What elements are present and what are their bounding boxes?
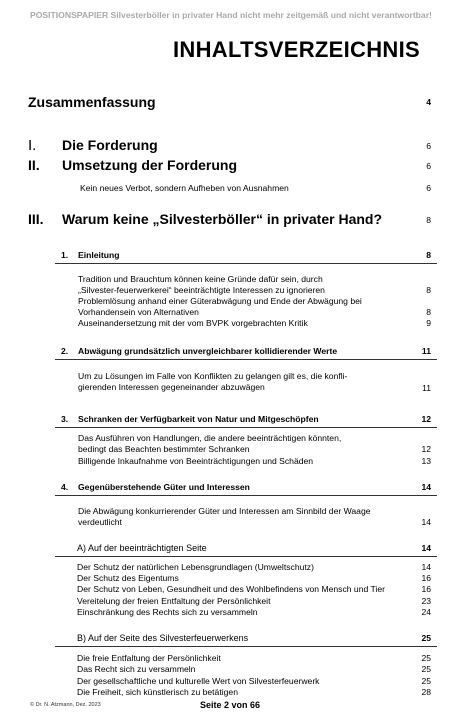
toc-entry[interactable] (78, 318, 398, 329)
toc-entry-page: 8 (426, 307, 431, 317)
toc-sec2-page: 6 (426, 161, 431, 171)
toc-entry-page: 14 (421, 562, 431, 572)
toc-sec3-label[interactable]: Warum keine „Silvesterböller“ in privater Hand? (62, 211, 383, 227)
footer-copyright: © Dr. N. Atzmann, Dez. 2023 (30, 702, 101, 708)
toc-sec2-item-page: 6 (426, 183, 431, 193)
toc-entry[interactable] (78, 456, 398, 467)
toc-s3-label[interactable]: Schranken der Verfügbarkeit von Natur und Mitgeschöpfen (78, 414, 319, 424)
page-header: POSITIONSPAPIER Silvesterböller in privater Hand nicht mehr zeitgemäß und nicht verantwortbar! (30, 10, 432, 20)
toc-entry-page: 28 (421, 687, 431, 697)
toc-entry[interactable]: Das Recht sich zu versammeln (77, 664, 196, 674)
toc-entry-page: 14 (421, 517, 431, 527)
toc-entry-page: 24 (421, 607, 431, 617)
toc-sec3-numeral: III. (28, 211, 44, 227)
toc-s4-number: 4. (61, 482, 69, 492)
toc-sec1-label[interactable]: Die Forderung (62, 137, 158, 153)
toc-entry[interactable]: Der gesellschaftliche und kulturelle Wert von Silvesterfeuerwerk (77, 676, 320, 686)
section-divider (55, 263, 437, 264)
toc-entry[interactable]: Die freie Entfaltung der Persönlichkeit (77, 653, 221, 663)
toc-sec2-item-label[interactable]: Kein neues Verbot, sondern Aufheben von Ausnahmen (80, 183, 289, 193)
toc-entry[interactable] (78, 274, 398, 296)
toc-entry[interactable]: Der Schutz des Eigentums (77, 573, 179, 583)
toc-entry[interactable]: Die Freiheit, sich künstlerisch zu betätigen (77, 687, 238, 697)
footer-page-number: Seite 2 von 66 (200, 700, 261, 710)
toc-sec1-numeral: I. (28, 137, 37, 154)
toc-entry-line: Problemlösung anhand einer Güterabwägung und Ende der Abwägung bei (78, 296, 362, 306)
toc-entry-line: verdeutlicht (78, 517, 122, 527)
toc-entry-page: 16 (421, 573, 431, 583)
toc-entry-line: Das Ausführen von Handlungen, die andere beeinträchtigen könnten, (78, 433, 342, 443)
toc-entry-line: Auseinandersetzung mit der vom BVPK vorgebrachten Kritik (78, 318, 308, 328)
toc-part-a-label[interactable]: A) Auf der beeinträchtigten Seite (77, 543, 207, 553)
toc-entry[interactable] (78, 371, 398, 393)
toc-s1-label[interactable]: Einleitung (78, 250, 120, 260)
toc-entry-page: 25 (421, 664, 431, 674)
toc-entry-page: 13 (421, 456, 431, 466)
toc-entry-line: gierenden Interessen gegeneinander abzuwägen (78, 382, 265, 392)
toc-sec2-label[interactable]: Umsetzung der Forderung (62, 157, 238, 173)
toc-entry-page: 11 (422, 383, 431, 393)
toc-part-a-page: 14 (421, 543, 431, 553)
section-divider (55, 495, 437, 496)
toc-entry-page: 9 (426, 318, 431, 328)
toc-sec1-page: 6 (426, 141, 431, 151)
toc-sec3-page: 8 (426, 215, 431, 225)
toc-entry-line: Um zu Lösungen im Falle von Konflikten zu gelangen gilt es, die konfli- (78, 371, 348, 381)
toc-entry-page: 25 (421, 676, 431, 686)
toc-s2-label[interactable]: Abwägung grundsätzlich unvergleichbarer kollidierender Werte (78, 346, 338, 356)
toc-entry-page: 25 (421, 653, 431, 663)
toc-part-b-label[interactable]: B) Auf der Seite des Silvesterfeuerwerkens (77, 633, 249, 643)
toc-entry-line: Billigende Inkaufnahme von Beeinträchtigungen und Schäden (78, 456, 314, 466)
toc-entry[interactable]: Der Schutz von Leben, Gesundheit und des Wohlbefindens von Mensch und Tier (77, 584, 385, 594)
toc-s2-number: 2. (61, 346, 69, 356)
page-title: INHALTSVERZEICHNIS (172, 37, 420, 62)
toc-zusammenfassung-label[interactable]: Zusammenfassung (28, 94, 156, 110)
toc-entry-line: „Silvester-feuerwerkerei“ beeinträchtigte Interessen zu ignorieren (78, 285, 325, 295)
section-divider (55, 427, 437, 428)
toc-s3-number: 3. (61, 414, 69, 424)
toc-zusammenfassung-page: 4 (426, 97, 431, 107)
toc-s4-label[interactable]: Gegenüberstehende Güter und Interessen (78, 482, 250, 492)
toc-s3-page: 12 (421, 414, 431, 424)
toc-entry[interactable] (78, 296, 398, 318)
toc-s4-page: 14 (421, 482, 431, 492)
toc-part-b-page: 25 (421, 633, 431, 643)
toc-entry-line: Die Abwägung konkurrierender Güter und Interessen am Sinnbild der Waage (78, 506, 371, 516)
toc-entry-line: bedingt das Beachten bestimmter Schranken (78, 444, 250, 454)
toc-entry-line: Tradition und Brauchtum können keine Gründe dafür sein, durch (78, 274, 323, 284)
section-divider (55, 556, 437, 557)
toc-s1-page: 8 (426, 250, 431, 260)
toc-entry-page: 8 (426, 285, 431, 295)
toc-entry[interactable]: Der Schutz der natürlichen Lebensgrundlagen (Umweltschutz) (77, 562, 314, 572)
section-divider (55, 359, 437, 360)
toc-entry[interactable]: Einschränkung des Rechts sich zu versammeln (77, 607, 258, 617)
toc-entry-page: 16 (421, 584, 431, 594)
toc-entry[interactable] (78, 506, 418, 528)
toc-entry-page: 12 (421, 444, 431, 454)
toc-s1-number: 1. (61, 250, 69, 260)
toc-s2-page: 11 (421, 346, 431, 356)
toc-entry-page: 23 (421, 596, 431, 606)
section-divider (55, 646, 437, 647)
toc-entry[interactable]: Vereitelung der freien Entfaltung der Persönlichkeit (77, 596, 271, 606)
toc-entry-line: Vorhandensein von Alternativen (78, 307, 199, 317)
toc-sec2-numeral: II. (28, 157, 40, 173)
toc-entry[interactable] (78, 433, 398, 455)
